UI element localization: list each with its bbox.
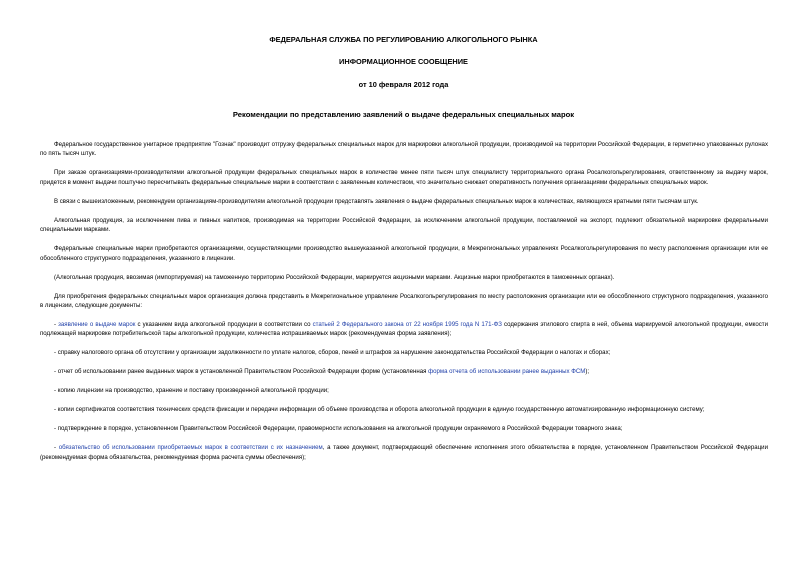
paragraph: В связи с вышеизложенным, рекомендуем организациям-производителям алкогольной продукции представлять заявления о выдаче федеральных специальных марок в количествах, являющихся кратными пяти тысячам штук. (54, 197, 699, 205)
list-dash: - (54, 444, 59, 452)
obligation-link[interactable]: обязательство об использовании приобретаемых марок в соответствии с их назначением (58, 444, 323, 452)
application-link[interactable]: заявление о выдаче марок (58, 321, 136, 329)
list-text: , а также документ, подтверждающий обеспечение исполнения этого обязательства в порядке, установленном Правительством Российской Федерации (рекомендуемая форма обязательства, рекомендуемая форма расчета суммы обеспечения); (40, 444, 768, 461)
list-text: содержания этилового спирта в ней, объема маркируемой алкогольной продукции, емкости подлежащей маркировке потребительской тары алкогольной продукции, количества испрашиваемых марок (рекомендуемая форма заявления); (40, 321, 768, 338)
document-title: Рекомендации по представлению заявлений о выдаче федеральных специальных марок (232, 110, 575, 119)
list-item (40, 320, 768, 339)
paragraph: Федеральные специальные марки приобретаются организациями, осуществляющими производство вышеуказанной алкогольной продукции, в Межрегиональных управлениях Росалкогольрегулирования по месту расположения организации или ее обособленного структурного подразделения, указанного в лицензии. (40, 245, 768, 262)
doc-type-heading: ИНФОРМАЦИОННОЕ СООБЩЕНИЕ (339, 57, 468, 66)
list-dash: - (54, 321, 59, 329)
list-text: - отчет об использовании ранее выданных марок в установленной Правительством Российской Федерации форме (установленная (54, 368, 429, 376)
paragraph: Алкогольная продукция, за исключением пива и пивных напитков, производимая на территории Российской Федерации, за исключением алкогольной продукции, поставляемой на экспорт, подлежит обязательной маркировке федеральными специальными марками. (40, 216, 768, 234)
law-article-link[interactable]: статьей 2 Федерального закона от 22 ноября 1995 года N 171-ФЗ (312, 321, 502, 329)
list-text: ); (585, 368, 590, 376)
agency-heading: ФЕДЕРАЛЬНАЯ СЛУЖБА ПО РЕГУЛИРОВАНИЮ АЛКОГОЛЬНОГО РЫНКА (269, 35, 538, 44)
date-heading: от 10 февраля 2012 года (358, 80, 449, 89)
list-item: - подтверждение в порядке, установленном Правительством Российской Федерации, правомерности использования на алкогольной продукции охраняемого в Российской Федерации товарного знака; (54, 425, 623, 433)
paragraph: При заказе организациями-производителями алкогольной продукции федеральных специальных марок в количестве менее пяти тысяч штук специалисту территориального органа Росалкогольрегулирования, ответственному за выдачу марок, придется в момент выдачи поштучно пересчитывать федеральные специальные марки в соответствии с заявленным количеством, что значительно снижает оперативность получения организациями федеральных специальных марок. (40, 169, 768, 186)
list-text: с указанием вида алкогольной продукции в соответствии со (135, 321, 313, 329)
list-item (40, 367, 768, 376)
paragraph: Для приобретения федеральных специальных марок организация должна представить в Межрегиональное управление Росалкогольрегулирования по месту расположения организации или ее обособленного структурного подразделения, указанного в лицензии, следующие документы: (40, 292, 768, 310)
list-item (40, 443, 768, 462)
list-item: - справку налогового органа об отсутствии у организации задолженности по уплате налогов, сборов, пеней и штрафов за нарушение законодательства Российской Федерации о налогах и сборах; (54, 349, 611, 357)
report-form-link[interactable]: форма отчета об использовании ранее выданных ФСМ (428, 368, 586, 376)
list-item: - копии сертификатов соответствия технических средств фиксации и передачи информации об объеме производства и оборота алкогольной продукции в единую государственную автоматизированную информационную систему; (54, 406, 705, 414)
document-body (40, 140, 768, 472)
paragraph: (Алкогольная продукция, ввозимая (импортируемая) на таможенную территорию Российской Федерации, маркируется акцизными марками. Акцизные марки приобретаются в таможенных органах). (54, 273, 615, 281)
list-item: - копию лицензии на производство, хранение и поставку произведенной алкогольной продукции; (54, 387, 329, 395)
paragraph: Федеральное государственное унитарное предприятие "Гознак" производит отгрузку федеральных специальных марок для маркировки алкогольной продукции, производимой на территории Российской Федерации, в герметично упакованных рулонах по пять тысяч штук. (40, 141, 768, 158)
